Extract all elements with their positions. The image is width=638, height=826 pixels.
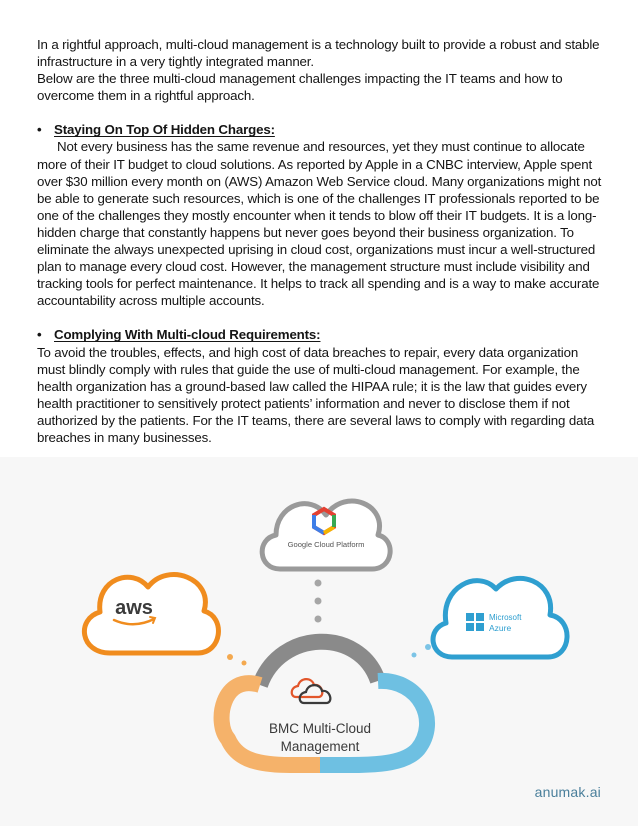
section-1-heading-text: Staying On Top Of Hidden Charges: [54, 122, 275, 138]
aws-connector-dots [227, 654, 247, 666]
aws-logo-text: aws [115, 597, 153, 619]
bmc-cloud-logo-icon [292, 679, 331, 703]
aws-cloud [84, 575, 218, 653]
multi-cloud-diagram [0, 457, 638, 826]
section-2-heading: • Complying With Multi-cloud Requirements: [37, 327, 321, 343]
gcp-cloud [262, 501, 390, 569]
azure-connector-dots [412, 644, 432, 658]
section-1-heading: • Staying On Top Of Hidden Charges: [37, 122, 275, 138]
intro-paragraph-2: Below are the three multi-cloud management challenges impacting the IT teams and how to overcome them in a rightful approach. [37, 71, 563, 104]
section-1-body: Not every business has the same revenue and resources, yet they must continue to allocate more of their IT budget to cloud solutions. As reported by Apple in a CNBC interview, Apple spent over $30 million every month on (AWS) Amazon Web Service cloud. Many organizations might not be able to generate such resources, which is one of the challenges IT professionals reported to be one of the challenges they mostly encounter when it tends to blow off their IT budgets. It is a long-hidden charge that constantly happens but never goes beyond their business organization. To eliminate the always unexpected uprising in cloud cost, organizations must incur a well-structured plan to manage every cloud cost. However, the management structure must include visibility and tracking tools for perfect maintenance. It helps to track all spending and is a way to make accurate accountability across multiple accounts. [37, 139, 602, 309]
gcp-label: Google Cloud Platform [287, 540, 365, 549]
azure-cloud [433, 578, 567, 657]
azure-label-line1: Microsoft [489, 613, 522, 622]
article-text [37, 36, 603, 446]
bmc-label-line1: BMC Multi-Cloud [268, 721, 372, 736]
intro-paragraph-1: In a rightful approach, multi-cloud management is a technology built to provide a robust and stable infrastructure in a very tightly integrated manner. [37, 37, 600, 70]
section-2-heading-text: Complying With Multi-cloud Requirements: [54, 327, 321, 343]
brand-watermark: anumak.ai [534, 784, 601, 800]
diagram-svg [0, 457, 638, 826]
bmc-center-cloud [222, 642, 427, 765]
bmc-label-line2: Management [280, 739, 360, 754]
section-2-body: To avoid the troubles, effects, and high cost of data breaches to repair, every data organization must blindly comply with rules that guide the use of multi-cloud management. For example, the health organization has a ground-based law called the HIPAA rule; it is the law that guides every health practitioner to sensitively protect patients’ information and never to disclose them if not authorized by the patients. For the IT teams, there are several laws to comply with regarding data breaches in many businesses. [37, 344, 595, 445]
azure-label-line2: Azure [489, 623, 512, 633]
gcp-connector-dots [315, 580, 322, 623]
